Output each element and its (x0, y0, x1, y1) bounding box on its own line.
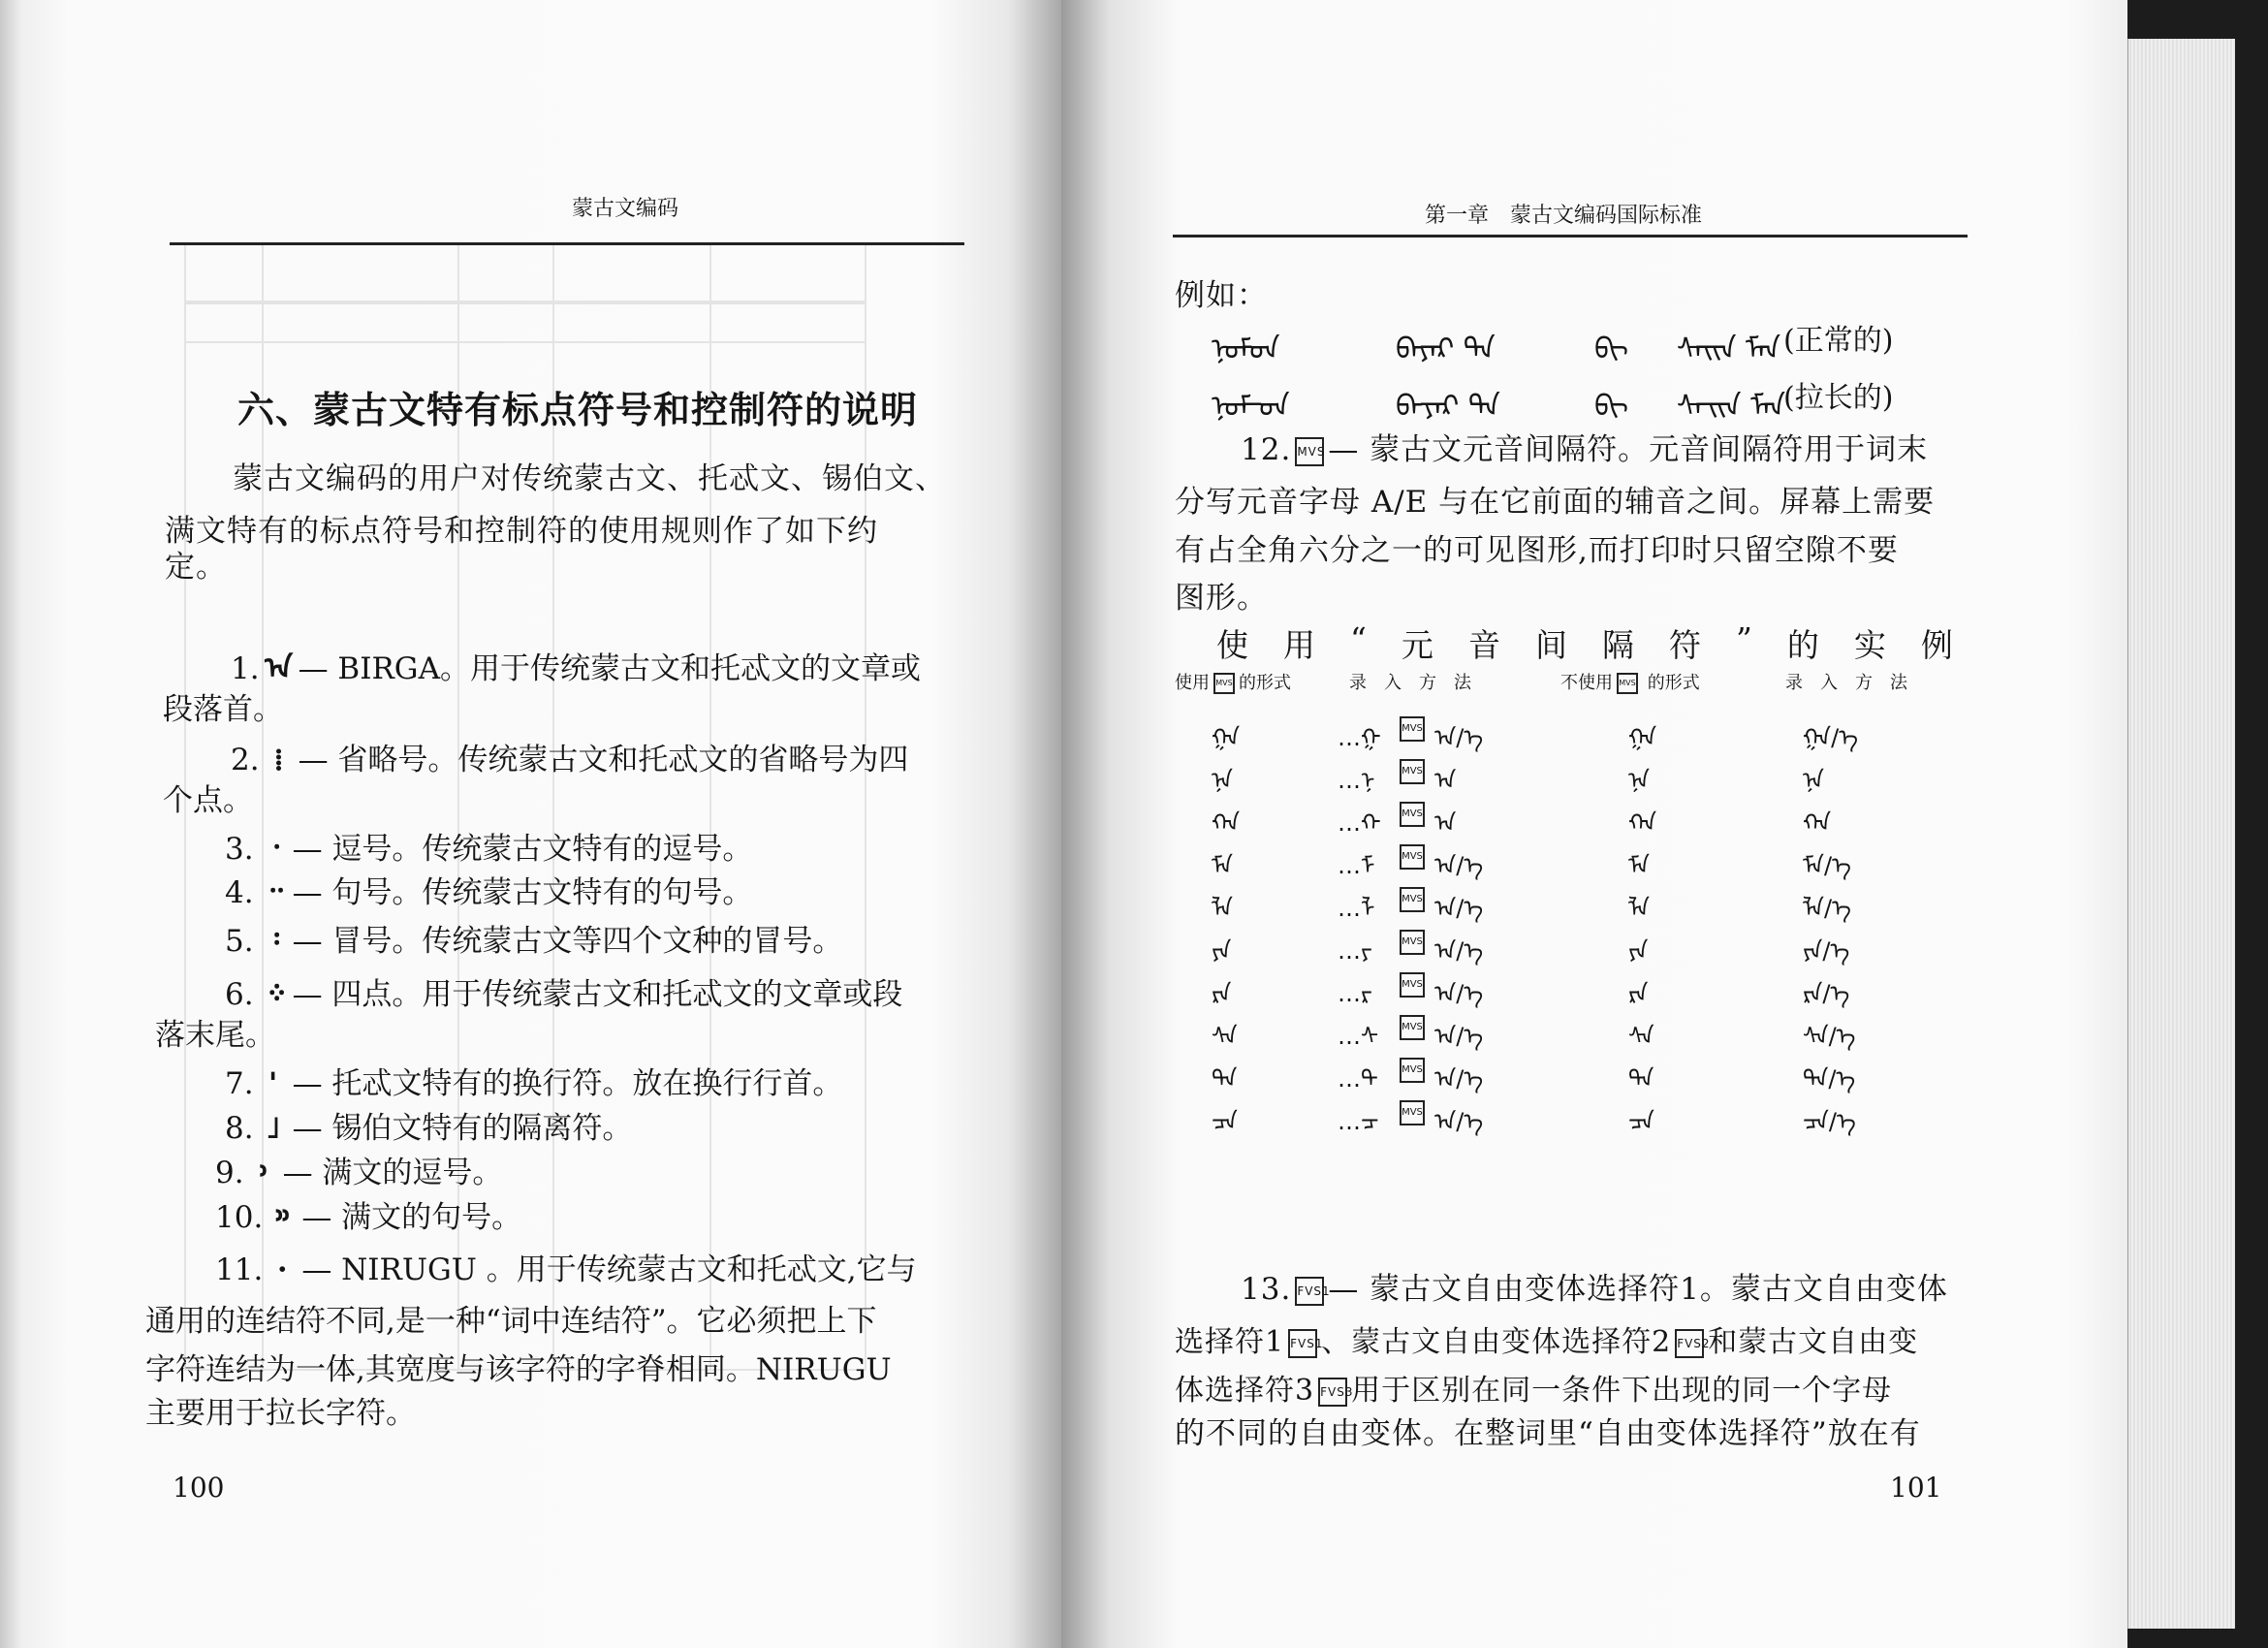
table-cell: …ᠰ (1338, 1023, 1379, 1050)
table-cell: ᠶᠠ (1628, 937, 1649, 965)
mvs-box-icon: MVS (1213, 673, 1235, 694)
table-cell: ᠷᠠ (1212, 980, 1232, 1007)
para-13-line-4: 的不同的自由变体。在整词里“自由变体选择符”放在有 (1175, 1416, 1921, 1451)
section-heading: 六、蒙古文特有标点符号和控制符的说明 (237, 389, 919, 431)
list-item-cont: 字符连结为一体,其宽度与该字符的字脊相同。NIRUGU (145, 1352, 892, 1387)
table-cell: ᠲᠠ (1628, 1065, 1654, 1093)
table-cell: ᠮᠠ (1628, 852, 1651, 879)
comma-symbol: ᠂ (267, 832, 279, 867)
page-number: 100 (173, 1472, 225, 1504)
full-stop-symbol: ᠃ (263, 875, 283, 910)
table-cell: ᠴᠠ (1212, 1108, 1238, 1135)
list-item: 5. ᠄ — 冒号。传统蒙古文等四个文种的冒号。 (225, 914, 842, 968)
table-cell: ᠭᠠ (1212, 724, 1241, 751)
list-item: 9. ᠈ — 满文的逗号。 (215, 1146, 502, 1200)
mvs-box-icon: MVS (1400, 759, 1425, 784)
table-row (1212, 926, 1987, 965)
table-cell: …ᠯ (1338, 895, 1375, 922)
table-cell: …ᠨ (1338, 767, 1375, 794)
table-row (1212, 1054, 1987, 1093)
mvs-box-icon: MVS (1400, 1058, 1425, 1083)
list-item: 1. ᠠ — BIRGA。用于传统蒙古文和托忒文的文章或 (231, 642, 921, 696)
table-cell: ᠴᠠ (1628, 1108, 1654, 1135)
table-cell: ᠯᠠ (1212, 895, 1234, 922)
table-cell: ᠭᠠ (1628, 724, 1657, 751)
table-title: 使 用 “ 元 音 间 隔 符 ” 的 实 例 (1216, 620, 1953, 664)
para-13-line-3: 体选择符3 FVS3用于区别在同一条件下出现的同一个字母 (1175, 1374, 1893, 1408)
sibe-separator-symbol: ˩ (265, 1111, 281, 1146)
table-cell: …ᠶ (1338, 937, 1372, 965)
table-cell: ᠠ (1434, 767, 1457, 794)
table-cell: ᠭᠠ/ᠡ (1803, 724, 1859, 751)
table-cell: ᠠ/ᠡ (1434, 852, 1484, 879)
list-item-cont: 落末尾。 (155, 1018, 275, 1053)
table-cell: ᠷᠠ (1628, 980, 1649, 1007)
fvs3-box-icon: FVS3 (1318, 1378, 1347, 1407)
table-cell: …ᠲ (1338, 1065, 1378, 1093)
birga-symbol: ᠠ (265, 651, 293, 686)
list-item-cont: 个点。 (163, 783, 253, 818)
column-header-input: 录 入 方 法 (1785, 673, 1907, 693)
mvs-box-icon: MVS (1400, 1100, 1425, 1125)
list-item: 11. · — NIRUGU 。用于传统蒙古文和托忒文,它与 (215, 1243, 917, 1297)
table-cell: ᠨᠠ (1628, 767, 1651, 794)
list-item-cont: 段落首。 (163, 692, 283, 727)
table-cell: ᠮᠠ/ᠡ (1803, 852, 1851, 879)
table-cell: ᠠ/ᠡ (1434, 937, 1484, 965)
intro-line-2: 满文特有的标点符号和控制符的使用规则作了如下约 (165, 514, 878, 549)
running-header: 蒙古文编码 (572, 197, 679, 221)
table-cell: ᠬᠠ (1803, 809, 1832, 837)
table-cell: ᠨᠠ (1212, 767, 1234, 794)
table-cell: ᠠ/ᠡ (1434, 1108, 1484, 1135)
table-cell: ᠠ/ᠡ (1434, 980, 1484, 1007)
table-cell: …ᠷ (1338, 980, 1372, 1007)
mvs-box-icon: MVS (1400, 930, 1425, 955)
table-row (1212, 798, 1987, 837)
example-label: 例如： (1175, 278, 1268, 313)
table-cell: ᠷᠠ/ᠡ (1803, 980, 1850, 1007)
column-header-input: 录 入 方 法 (1349, 673, 1471, 693)
mvs-box-icon: MVS (1295, 437, 1324, 466)
table-cell: ᠲᠠ (1212, 1065, 1238, 1093)
list-item: 8. ˩ — 锡伯文特有的隔离符。 (225, 1101, 632, 1156)
table-cell: ᠠ/ᠡ (1434, 895, 1484, 922)
table-cell: …ᠴ (1338, 1108, 1379, 1135)
table-cell: ᠰᠠ (1628, 1023, 1654, 1050)
table-row (1212, 1011, 1987, 1050)
table-cell: ᠰᠠ/ᠡ (1803, 1023, 1856, 1050)
list-item-cont: 通用的连结符不同,是一种“词中连结符”。它必须把上下 (145, 1304, 877, 1339)
left-page (0, 0, 1061, 1648)
para-13-line-2: 选择符1 FVS1、蒙古文自由变体选择符2 FVS2和蒙古文自由变 (1175, 1325, 1919, 1359)
table-row (1212, 713, 1987, 751)
intro-line-3: 定。 (165, 550, 227, 585)
table-cell: ᠲᠠ/ᠡ (1803, 1065, 1856, 1093)
table-cell: ᠰᠠ (1212, 1023, 1238, 1050)
table-cell: ᠬᠠ (1628, 809, 1657, 837)
table-cell: ᠯᠠ/ᠡ (1803, 895, 1851, 922)
colon-symbol: ᠄ (267, 924, 279, 959)
list-item: 2. ⁞ — 省略号。传统蒙古文和托忒文的省略号为四 (231, 733, 908, 787)
table-cell: ᠮᠠ (1212, 852, 1234, 879)
ellipsis-symbol: ⁞ (273, 743, 284, 777)
table-cell: ᠠ/ᠡ (1434, 1023, 1484, 1050)
mvs-box-icon: MVS (1400, 972, 1425, 998)
intro-line-1: 蒙古文编码的用户对传统蒙古文、托忒文、锡伯文、 (233, 461, 946, 496)
table-cell: …ᠮ (1338, 852, 1375, 879)
fvs2-box-icon: FVS2 (1675, 1329, 1704, 1358)
four-dots-symbol: ᠅ (262, 977, 284, 1012)
table-cell: ᠨᠠ (1803, 767, 1825, 794)
header-rule (1173, 235, 1968, 238)
table-row (1212, 1096, 1987, 1135)
table-cell: ᠴᠠ/ᠡ (1803, 1108, 1856, 1135)
table-cell: …ᠭ (1338, 724, 1381, 751)
nirugu-symbol: · (276, 1252, 288, 1287)
para-12-line-4: 图形。 (1175, 581, 1268, 616)
list-item-cont: 主要用于拉长字符。 (145, 1396, 416, 1431)
table-cell: ᠠ/ᠡ (1434, 1065, 1484, 1093)
table-cell: ᠶᠠ (1212, 937, 1232, 965)
table-row (1212, 840, 1987, 879)
header-rule (170, 242, 964, 245)
manchu-comma-symbol: ᠈ (258, 1156, 268, 1190)
table-cell: ᠠ/ᠡ (1434, 724, 1484, 751)
mvs-box-icon: MVS (1400, 844, 1425, 870)
todo-line-break-symbol: ' (268, 1066, 278, 1101)
table-row (1212, 883, 1987, 922)
mvs-box-icon: MVS (1400, 716, 1425, 742)
book-page-edges (2127, 39, 2235, 1629)
table-cell: ᠠ (1434, 809, 1457, 837)
mvs-box-icon: MVS (1400, 802, 1425, 827)
fvs1-box-icon: FVS1 (1295, 1277, 1324, 1306)
table-row (1212, 968, 1987, 1007)
fvs1-box-icon: FVS1 (1288, 1329, 1317, 1358)
para-13-line-1: 13. FVS1— 蒙古文自由变体选择符1。蒙古文自由变体 (1241, 1272, 1948, 1307)
list-item: 4. ᠃ — 句号。传统蒙古文特有的句号。 (225, 866, 752, 920)
table-cell: ᠬᠠ (1212, 809, 1241, 837)
page-number: 101 (1890, 1472, 1942, 1504)
manchu-full-stop-symbol: ᠉ (274, 1200, 291, 1235)
column-header-with-mvs: 使用 MVS 的形式 (1175, 673, 1291, 693)
column-header-without-mvs: 不使用 MVS 的形式 (1560, 673, 1700, 693)
list-item: 10. ᠉ — 满文的句号。 (215, 1190, 521, 1245)
running-header: 第一章 蒙古文编码国际标准 (1425, 204, 1703, 228)
table-cell: ᠶᠠ/ᠡ (1803, 937, 1850, 965)
para-12-line-2: 分写元音字母 A/E 与在它前面的辅音之间。屏幕上需要 (1175, 485, 1936, 520)
table-cell: …ᠬ (1338, 809, 1381, 837)
list-item: 6. ᠅ — 四点。用于传统蒙古文和托忒文的文章或段 (225, 967, 902, 1022)
list-item: 3. ᠂ — 逗号。传统蒙古文特有的逗号。 (225, 822, 752, 876)
table-cell: ᠯᠠ (1628, 895, 1651, 922)
mvs-box-icon: MVS (1400, 1015, 1425, 1040)
list-item: 7. ' — 托忒文特有的换行符。放在换行行首。 (225, 1057, 842, 1111)
table-row (1212, 755, 1987, 794)
para-12-line-1: 12. MVS— 蒙古文元音间隔符。元音间隔符用于词末 (1241, 432, 1929, 467)
mvs-box-icon: MVS (1400, 887, 1425, 912)
para-12-line-3: 有占全角六分之一的可见图形,而打印时只留空隙不要 (1175, 533, 1899, 568)
mvs-box-icon: MVS (1617, 673, 1638, 694)
